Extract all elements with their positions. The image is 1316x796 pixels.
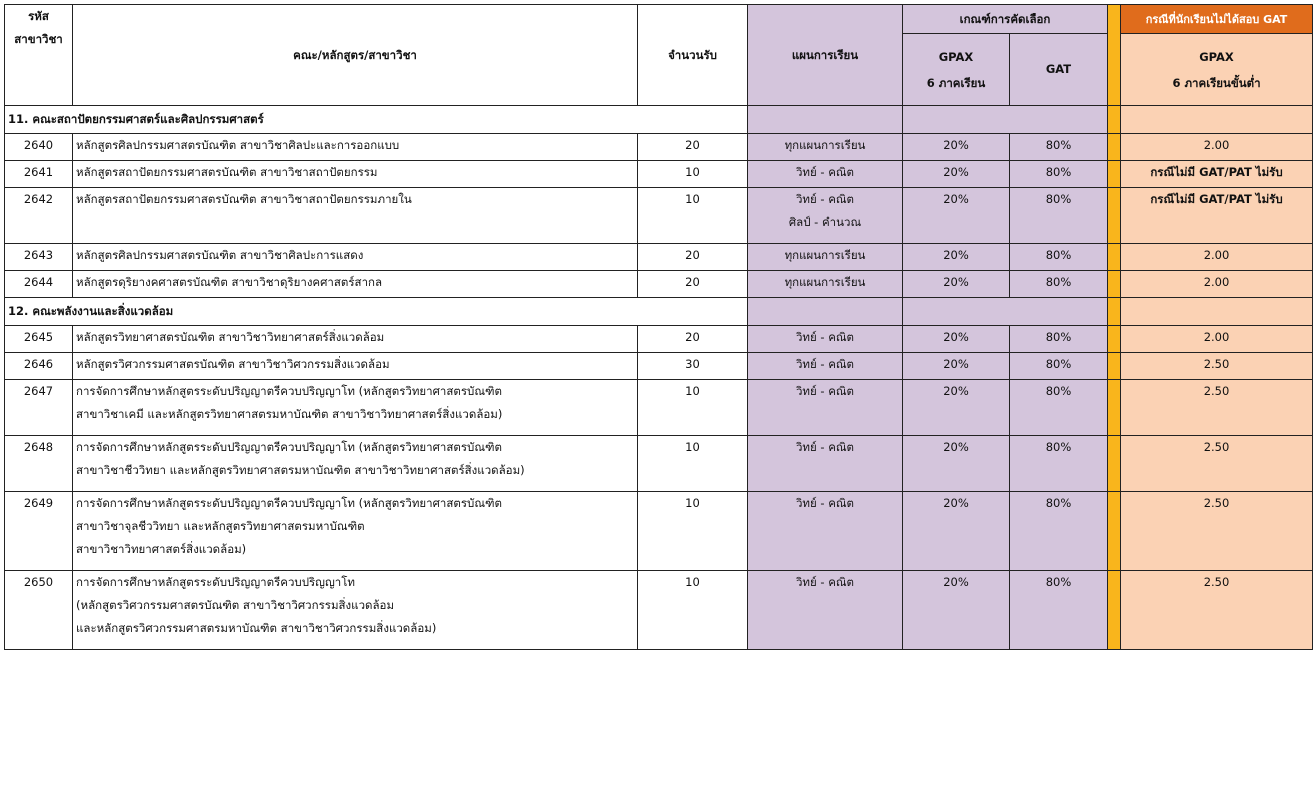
program-name [73,134,638,161]
header-code: รหัส สาขาวิชา [5,5,73,106]
min-gpax: 2.50 [1121,380,1313,436]
table-row [5,244,1313,271]
min-gpax: 2.50 [1121,436,1313,492]
program-name-line: การจัดการศึกษาหลักสูตรระดับปริญญาตรีควบปริญญาโท (หลักสูตรวิทยาศาสตรบัณฑิต [76,440,503,454]
study-plan [748,492,903,571]
gat-weight: 80% [1010,326,1108,353]
gold-divider [1108,380,1121,436]
min-gpax: 2.00 [1121,326,1313,353]
study-plan-line: วิทย์ - คณิต [795,384,855,398]
program-name-line: (หลักสูตรวิศวกรรมศาสตรบัณฑิต สาขาวิชาวิศวกรรมสิ่งแวดล้อม [76,598,395,612]
header-min-gpax: GPAX 6 ภาคเรียนขั้นต่ำ [1121,34,1313,106]
program-name-line: การจัดการศึกษาหลักสูตรระดับปริญญาตรีควบปริญญาโท [76,575,355,589]
gpax-weight: 20% [903,436,1010,492]
gat-weight: 80% [1010,436,1108,492]
min-gpax: 2.00 [1121,271,1313,298]
table-body [5,106,1313,650]
gat-weight: 80% [1010,353,1108,380]
section-plan-cell [748,106,903,134]
seats: 10 [638,188,748,244]
min-gpax: 2.00 [1121,244,1313,271]
study-plan [748,380,903,436]
gpax-weight: 20% [903,353,1010,380]
study-plan [748,436,903,492]
program-code: 2642 [5,188,73,244]
gat-weight: 80% [1010,380,1108,436]
gpax-weight: 20% [903,244,1010,271]
gold-divider [1108,298,1121,326]
gat-weight: 80% [1010,571,1108,650]
gpax-weight: 20% [903,492,1010,571]
program-name-line: การจัดการศึกษาหลักสูตรระดับปริญญาตรีควบปริญญาโท (หลักสูตรวิทยาศาสตรบัณฑิต [76,384,503,398]
seats: 10 [638,492,748,571]
header-no-gat: กรณีที่นักเรียนไม่ได้สอบ GAT [1121,5,1313,34]
header-study-plan: แผนการเรียน [748,5,903,106]
gat-weight: 80% [1010,492,1108,571]
program-code: 2648 [5,436,73,492]
gold-divider [1108,436,1121,492]
gold-divider [1108,271,1121,298]
header-program: คณะ/หลักสูตร/สาขาวิชา [73,5,638,106]
seats: 20 [638,271,748,298]
seats: 30 [638,353,748,380]
section-row [5,106,1313,134]
table-row [5,571,1313,650]
study-plan-line: วิทย์ - คณิต [795,575,855,589]
min-gpax: 2.50 [1121,353,1313,380]
study-plan-line: ทุกแผนการเรียน [784,138,866,152]
program-code: 2644 [5,271,73,298]
program-code: 2646 [5,353,73,380]
section-title: 11. คณะสถาปัตยกรรมศาสตร์และศิลปกรรมศาสตร์ [5,106,748,134]
program-name-line: สาขาวิชาจุลชีววิทยา และหลักสูตรวิทยาศาสตรมหาบัณฑิต [76,519,365,533]
study-plan [748,161,903,188]
program-name-line: สาขาวิชาวิทยาศาสตร์สิ่งแวดล้อม) [76,542,247,556]
program-name-line: หลักสูตรสถาปัตยกรรมศาสตรบัณฑิต สาขาวิชาสถาปัตยกรรมภายใน [76,192,412,206]
seats: 10 [638,380,748,436]
program-name-line: หลักสูตรวิทยาศาสตรบัณฑิต สาขาวิชาวิทยาศาสตร์สิ่งแวดล้อม [76,330,385,344]
gat-weight: 80% [1010,134,1108,161]
header-gat: GAT [1010,34,1108,106]
program-name [73,161,638,188]
program-code: 2649 [5,492,73,571]
program-name [73,492,638,571]
gpax-weight: 20% [903,571,1010,650]
study-plan-line: วิทย์ - คณิต [795,192,855,206]
program-name [73,353,638,380]
program-name-line: หลักสูตรสถาปัตยกรรมศาสตรบัณฑิต สาขาวิชาสถาปัตยกรรม [76,165,378,179]
study-plan [748,326,903,353]
gold-divider [1108,134,1121,161]
section-criteria-cell [903,298,1108,326]
seats: 10 [638,571,748,650]
program-code: 2640 [5,134,73,161]
program-name [73,188,638,244]
seats: 20 [638,244,748,271]
study-plan [748,134,903,161]
program-name-line: และหลักสูตรวิศวกรรมศาสตรมหาบัณฑิต สาขาวิชาวิศวกรรมสิ่งแวดล้อม) [76,621,437,635]
header-criteria: เกณฑ์การคัดเลือก [903,5,1108,34]
program-name [73,244,638,271]
table-row [5,326,1313,353]
section-plan-cell [748,298,903,326]
section-row [5,298,1313,326]
table-row [5,353,1313,380]
header-gpax: GPAX 6 ภาคเรียน [903,34,1010,106]
study-plan-line: วิทย์ - คณิต [795,496,855,510]
program-name [73,271,638,298]
study-plan-line: วิทย์ - คณิต [795,330,855,344]
section-criteria-cell [903,106,1108,134]
min-gpax: กรณีไม่มี GAT/PAT ไม่รับ [1121,161,1313,188]
program-name-line: หลักสูตรวิศวกรรมศาสตรบัณฑิต สาขาวิชาวิศวกรรมสิ่งแวดล้อม [76,357,390,371]
gold-divider [1108,106,1121,134]
gat-weight: 80% [1010,271,1108,298]
program-name [73,380,638,436]
table-row [5,271,1313,298]
gold-divider [1108,326,1121,353]
header-seats: จำนวนรับ [638,5,748,106]
table-row [5,380,1313,436]
section-min-cell [1121,298,1313,326]
study-plan [748,271,903,298]
gold-divider [1108,188,1121,244]
table-row [5,436,1313,492]
gpax-weight: 20% [903,326,1010,353]
study-plan [748,188,903,244]
study-plan-line: ทุกแผนการเรียน [784,248,866,262]
study-plan [748,571,903,650]
seats: 10 [638,436,748,492]
seats: 20 [638,134,748,161]
program-code: 2647 [5,380,73,436]
program-name-line: หลักสูตรศิลปกรรมศาสตรบัณฑิต สาขาวิชาศิลปะการแสดง [76,248,364,262]
gold-divider [1108,5,1121,106]
table-row [5,188,1313,244]
gpax-weight: 20% [903,271,1010,298]
min-gpax: 2.50 [1121,571,1313,650]
study-plan-line: วิทย์ - คณิต [795,357,855,371]
program-name [73,571,638,650]
min-gpax: 2.00 [1121,134,1313,161]
study-plan-line: ศิลป์ - คำนวณ [788,215,862,229]
study-plan [748,353,903,380]
table-row [5,492,1313,571]
program-code: 2645 [5,326,73,353]
section-title: 12. คณะพลังงานและสิ่งแวดล้อม [5,298,748,326]
program-name-line: การจัดการศึกษาหลักสูตรระดับปริญญาตรีควบปริญญาโท (หลักสูตรวิทยาศาสตรบัณฑิต [76,496,503,510]
min-gpax: 2.50 [1121,492,1313,571]
gold-divider [1108,353,1121,380]
study-plan [748,244,903,271]
program-name-line: หลักสูตรศิลปกรรมศาสตรบัณฑิต สาขาวิชาศิลปะและการออกแบบ [76,138,400,152]
program-name [73,326,638,353]
gold-divider [1108,244,1121,271]
study-plan-line: ทุกแผนการเรียน [784,275,866,289]
gat-weight: 80% [1010,161,1108,188]
gpax-weight: 20% [903,380,1010,436]
program-name [73,436,638,492]
min-gpax: กรณีไม่มี GAT/PAT ไม่รับ [1121,188,1313,244]
study-plan-line: วิทย์ - คณิต [795,440,855,454]
program-name-line: หลักสูตรดุริยางคศาสตรบัณฑิต สาขาวิชาดุริยางคศาสตร์สากล [76,275,383,289]
program-code: 2643 [5,244,73,271]
table-row [5,161,1313,188]
program-name-line: สาขาวิชาเคมี และหลักสูตรวิทยาศาสตรมหาบัณฑิต สาขาวิชาวิทยาศาสตร์สิ่งแวดล้อม) [76,407,503,421]
gold-divider [1108,571,1121,650]
gpax-weight: 20% [903,188,1010,244]
seats: 10 [638,161,748,188]
gat-weight: 80% [1010,244,1108,271]
study-plan-line: วิทย์ - คณิต [795,165,855,179]
admission-table [4,4,1313,650]
gold-divider [1108,161,1121,188]
program-name-line: สาขาวิชาชีววิทยา และหลักสูตรวิทยาศาสตรมหาบัณฑิต สาขาวิชาวิทยาศาสตร์สิ่งแวดล้อม) [76,463,525,477]
program-code: 2641 [5,161,73,188]
seats: 20 [638,326,748,353]
gpax-weight: 20% [903,134,1010,161]
gpax-weight: 20% [903,161,1010,188]
gold-divider [1108,492,1121,571]
program-code: 2650 [5,571,73,650]
gat-weight: 80% [1010,188,1108,244]
section-min-cell [1121,106,1313,134]
table-row [5,134,1313,161]
